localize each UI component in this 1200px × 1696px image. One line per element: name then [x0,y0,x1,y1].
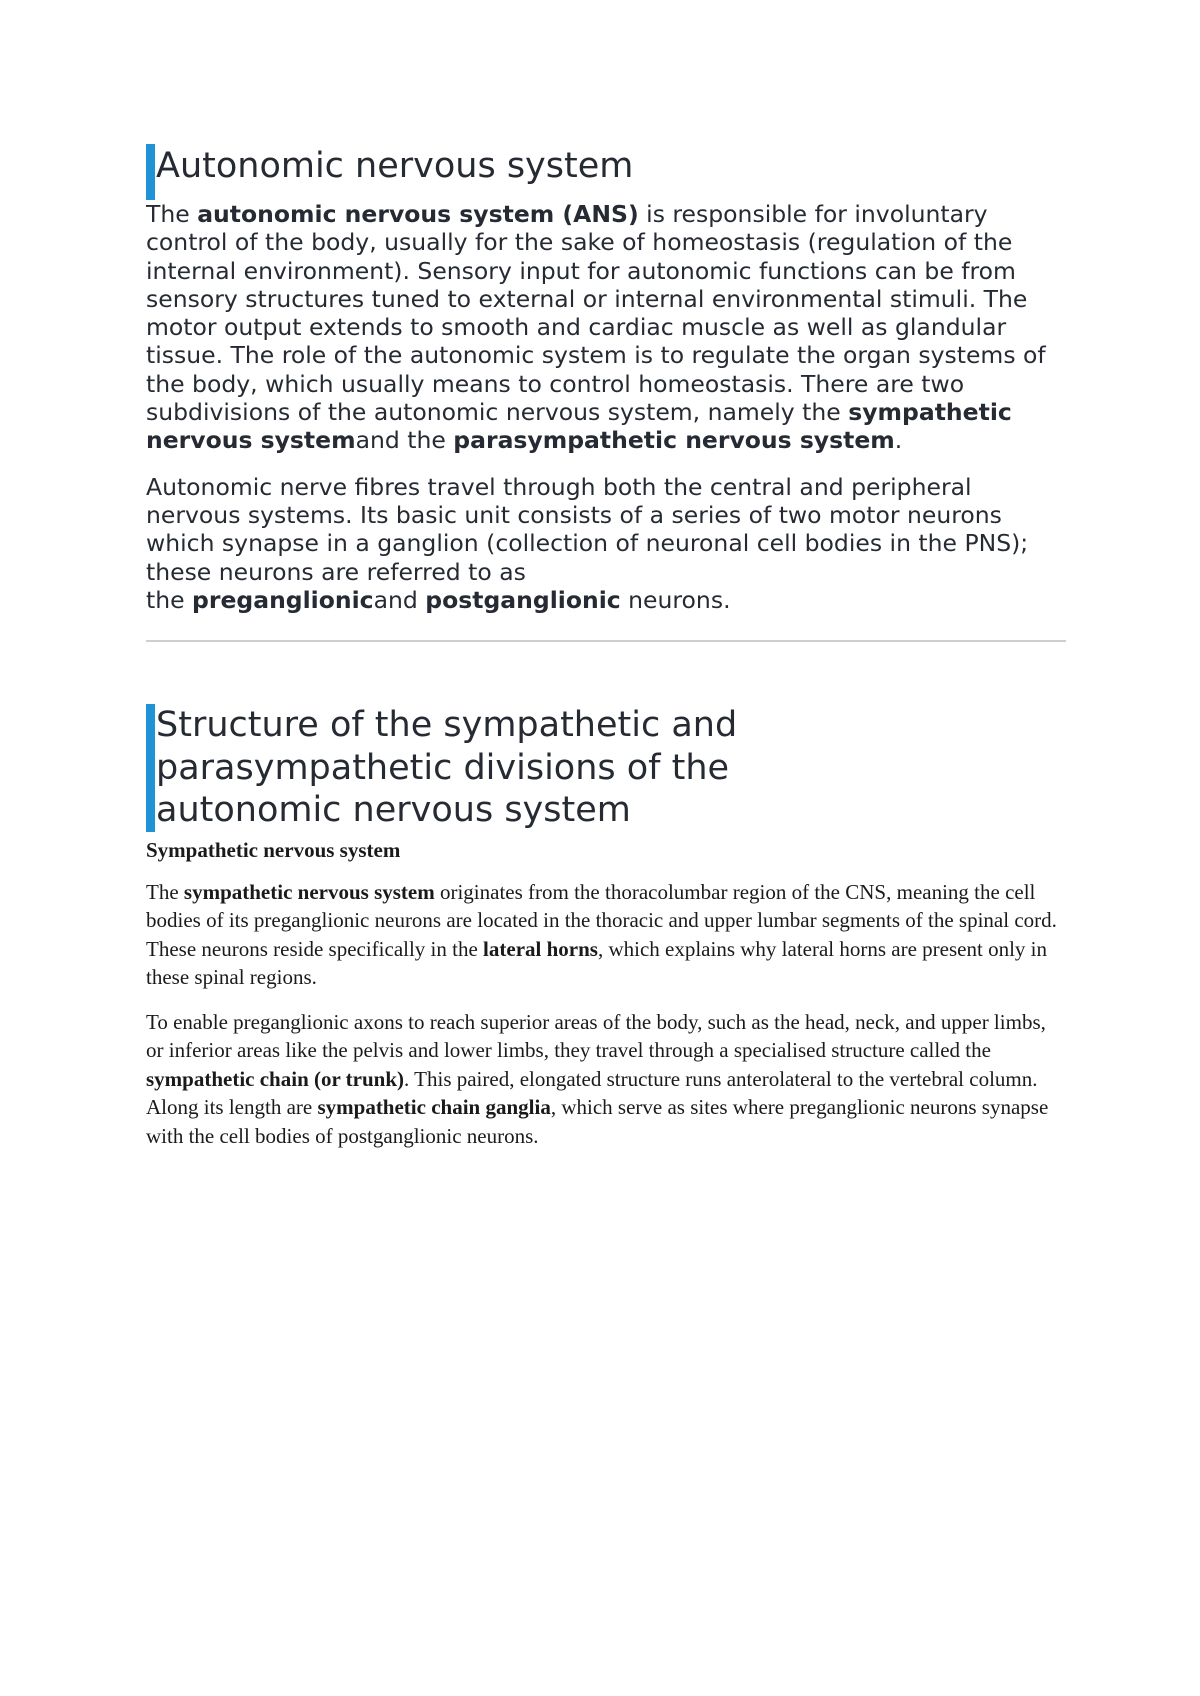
text-run: Autonomic nerve fibres travel through both the central and peripheral nervous systems. Its basic unit consists of a series of two motor neurons which synapse in a ganglion (collection of neuronal cell bodies in the PNS); these neurons are referred to as [146,472,1029,586]
bold-term-preganglionic: preganglionic [192,585,374,614]
text-run: , which explains why lateral horns are present only in these spinal regions. [146,936,1047,990]
text-run: The [146,879,184,904]
section-title-autonomic: Autonomic nervous system [146,140,1066,200]
text-run: neurons. [620,585,731,614]
text-run: , which serve as sites where preganglionic neurons synapse with the cell bodies of postganglionic neurons. [146,1095,1049,1148]
text-run: To enable preganglionic axons to reach superior areas of the body, such as the head, neck, and upper limbs, or inferior areas like the pelvis and lower limbs, they travel through a specialised structure called the [146,1009,1046,1063]
bold-term-parasympathetic: parasympathetic nervous system [453,426,895,455]
text-run: originates from the thoracolumbar region of the CNS, meaning the cell bodies of its preganglionic neurons are located in the thoracic and upper lumbar segments of the spinal cord. These neurons reside specifically in the [146,879,1057,961]
text-run: the [146,585,193,614]
bold-term-sympathetic-ns: sympathetic nervous system [183,879,435,904]
bold-term-lateral-horns: lateral horns [483,936,598,961]
section-structure [146,700,1066,1150]
text-run: . This paired, elongated structure runs anterolateral to the vertebral column. Along its length are [146,1066,1038,1120]
bold-term-sympathetic: sympathetic nervous system [146,398,1012,455]
text-run: and the [355,426,454,455]
section-divider [146,640,1066,642]
bold-term-sympathetic-chain: sympathetic chain (or trunk) [146,1066,405,1091]
bold-term-chain-ganglia: sympathetic chain ganglia [317,1095,551,1120]
section-title-structure: Structure of the sympathetic and parasympathetic divisions of the autonomic nervous system [146,700,796,832]
bold-term-postganglionic: postganglionic [425,585,621,614]
document-page [146,140,1066,1166]
text-run: is responsible for involuntary control of the body, usually for the sake of homeostasis (regulation of the internal environment). Sensory input for autonomic functions can be from sensory structures tuned to external or internal environmental stimuli. The motor output extends to smooth and cardiac muscle as well as glandular tissue. The role of the autonomic system is to regulate the organ systems of the body, which usually means to control homeostasis. There are two subdivisions of the autonomic nervous system, namely the [146,200,1046,427]
paragraph-sympathetic-origin [146,878,1066,992]
bold-term-ans: autonomic nervous system (ANS) [197,200,639,228]
paragraph-sympathetic-chain [146,1008,1066,1151]
paragraph-ans-fibres [146,473,1066,614]
text-run: . [894,426,903,455]
text-run: The [146,200,198,228]
paragraph-ans-intro [146,200,1066,455]
text-run: and [373,585,426,614]
subheading-sympathetic: Sympathetic nervous system [146,837,401,862]
